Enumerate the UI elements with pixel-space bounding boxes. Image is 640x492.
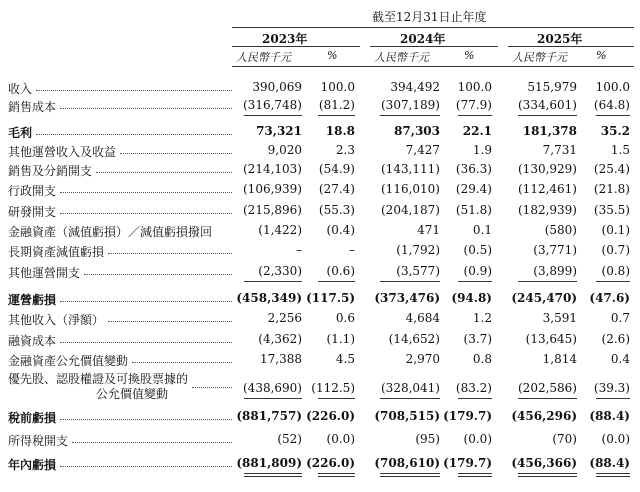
year-rule-2025 [508, 46, 634, 47]
percent-cell: (112.5) [311, 381, 355, 395]
amount-cell: (130,929) [518, 162, 577, 176]
amount-cell: 394,492 [390, 80, 440, 94]
percent-cell: 1.2 [472, 311, 492, 325]
subtotal-rule [518, 281, 577, 282]
amount-cell: (1,792) [396, 243, 440, 257]
leader-dots [60, 301, 232, 302]
subtotal-rule [518, 115, 577, 116]
row-label: 金融資產公允價值變動 [8, 354, 129, 368]
year-header-2024: 2024年 [400, 32, 446, 46]
leader-dots [36, 134, 232, 135]
row-label: 其他運營收入及收益 [8, 145, 117, 159]
percent-cell: (0.6) [326, 264, 355, 278]
amount-cell: (143,111) [381, 162, 440, 176]
percent-cell: 0.4 [610, 352, 630, 366]
amount-cell: (316,748) [243, 98, 302, 112]
percent-cell: (0.5) [463, 243, 492, 257]
header-bottom-rule [232, 66, 634, 67]
amount-cell: (2,330) [258, 264, 302, 278]
amount-cell: (182,939) [518, 203, 577, 217]
amount-cell: (580) [544, 223, 577, 237]
amount-cell: (52) [277, 432, 302, 446]
leader-dots [72, 442, 232, 443]
percent-cell: (88.4) [589, 409, 630, 423]
subtotal-rule [318, 473, 355, 474]
subtotal-rule [596, 398, 630, 399]
unit-amount-2023: 人民幣千元 [236, 51, 291, 64]
percent-cell: (21.8) [593, 182, 630, 196]
row-label [8, 372, 188, 402]
leader-dots [120, 153, 232, 154]
row-label-line1: 優先股、認股權證及可換股票據的 [8, 372, 189, 386]
table-row [0, 288, 640, 308]
percent-cell: 18.8 [325, 124, 355, 138]
amount-cell: (458,349) [236, 291, 302, 305]
amount-cell: (202,586) [518, 381, 577, 395]
subtotal-rule [596, 476, 630, 477]
amount-cell: (373,476) [374, 291, 440, 305]
row-label: 所得稅開支 [8, 434, 69, 448]
subtotal-rule [380, 476, 440, 477]
subtotal-rule [458, 473, 492, 474]
amount-cell: 390,069 [252, 80, 302, 94]
row-label: 收入 [8, 82, 33, 96]
percent-cell: (2.6) [601, 332, 630, 346]
year-rule-2023 [232, 46, 360, 47]
subtotal-rule [244, 398, 302, 399]
amount-cell: 7,731 [542, 143, 577, 157]
amount-cell: (116,010) [381, 182, 440, 196]
table-row [0, 121, 640, 141]
leader-dots [60, 213, 232, 214]
row-label: 金融資產（減值虧損）／減值虧損撥回 [8, 225, 213, 239]
row-label: 銷售及分銷開支 [8, 164, 93, 178]
amount-cell: (245,470) [511, 291, 577, 305]
subtotal-rule [596, 473, 630, 474]
amount-cell: (708,610) [374, 456, 440, 470]
table-row [0, 429, 640, 449]
percent-cell: (117.5) [306, 291, 355, 305]
table-row [0, 220, 640, 240]
amount-cell: 73,321 [256, 124, 302, 138]
table-row [0, 140, 640, 160]
leader-dots [60, 192, 232, 193]
amount-cell: (438,690) [243, 381, 302, 395]
percent-cell: (36.3) [455, 162, 492, 176]
table-row [0, 372, 640, 401]
percent-cell: (77.9) [455, 98, 492, 112]
leader-dots [60, 342, 232, 343]
amount-cell: 2,970 [405, 352, 440, 366]
unit-pct-2024: % [464, 49, 475, 62]
subtotal-rule [518, 398, 577, 399]
amount-cell: (4,362) [258, 332, 302, 346]
subtotal-rule [244, 473, 302, 474]
table-row [0, 453, 640, 473]
leader-dots [60, 419, 232, 420]
row-label: 稅前虧損 [8, 411, 57, 425]
subtotal-rule [380, 115, 440, 116]
percent-cell: (83.2) [455, 381, 492, 395]
amount-cell: 2,256 [267, 311, 302, 325]
percent-cell: 0.7 [610, 311, 630, 325]
amount-cell: – [296, 243, 302, 257]
subtotal-rule [518, 473, 577, 474]
percent-cell: (64.8) [593, 98, 630, 112]
percent-cell: (0.8) [601, 264, 630, 278]
percent-cell: (0.0) [463, 432, 492, 446]
leader-dots [60, 466, 232, 467]
amount-cell: 9,020 [267, 143, 302, 157]
amount-cell: (3,899) [533, 264, 577, 278]
row-label: 其他運營開支 [8, 266, 81, 280]
subtotal-rule [518, 476, 577, 477]
amount-cell: 87,303 [394, 124, 440, 138]
amount-cell: (1,422) [258, 223, 302, 237]
percent-cell: (3.7) [463, 332, 492, 346]
percent-cell: (94.8) [451, 291, 492, 305]
amount-cell: (215,896) [243, 203, 302, 217]
subtotal-rule [458, 115, 492, 116]
table-row [0, 349, 640, 369]
amount-cell: (13,645) [525, 332, 577, 346]
amount-cell: 181,378 [522, 124, 577, 138]
unit-pct-2023: % [327, 49, 338, 62]
percent-cell: (226.0) [306, 409, 355, 423]
percent-cell: 100.0 [595, 80, 630, 94]
amount-cell: 4,684 [405, 311, 440, 325]
percent-cell: 0.8 [472, 352, 492, 366]
amount-cell: (112,461) [518, 182, 577, 196]
table-row [0, 240, 640, 260]
percent-cell: 2.3 [335, 143, 355, 157]
row-label: 融資成本 [8, 334, 57, 348]
row-label: 銷售成本 [8, 100, 57, 114]
unit-pct-2025: % [596, 49, 607, 62]
amount-cell: (881,757) [236, 409, 302, 423]
amount-cell: (881,809) [236, 456, 302, 470]
subtotal-rule [318, 476, 355, 477]
percent-cell: 100.0 [320, 80, 355, 94]
subtotal-rule [380, 398, 440, 399]
subtotal-rule [318, 281, 355, 282]
amount-cell: (204,187) [381, 203, 440, 217]
amount-cell: (95) [415, 432, 440, 446]
percent-cell: (81.2) [318, 98, 355, 112]
amount-cell: (334,601) [518, 98, 577, 112]
percent-cell: (0.4) [326, 223, 355, 237]
percent-cell: (55.3) [318, 203, 355, 217]
row-label: 研發開支 [8, 205, 57, 219]
percent-cell: (0.0) [326, 432, 355, 446]
subtotal-rule [244, 281, 302, 282]
percent-cell: (88.4) [589, 456, 630, 470]
unit-amount-2025: 人民幣千元 [512, 51, 567, 64]
amount-cell: (214,103) [243, 162, 302, 176]
percent-cell: 35.2 [600, 124, 630, 138]
leader-dots [132, 362, 232, 363]
percent-cell: (0.1) [601, 223, 630, 237]
subtotal-rule [244, 476, 302, 477]
percent-cell: (226.0) [306, 456, 355, 470]
period-header-rule [232, 27, 634, 28]
amount-cell: 515,979 [527, 80, 577, 94]
subtotal-rule [318, 398, 355, 399]
year-rule-2024 [370, 46, 498, 47]
period-header: 截至12月31日止年度 [372, 10, 487, 24]
amount-cell: (3,577) [396, 264, 440, 278]
amount-cell: (456,296) [511, 409, 577, 423]
amount-cell: 471 [417, 223, 440, 237]
table-row [0, 159, 640, 179]
subtotal-rule [380, 281, 440, 282]
amount-cell: (328,041) [381, 381, 440, 395]
percent-cell: 1.9 [472, 143, 492, 157]
percent-cell: (29.4) [455, 182, 492, 196]
subtotal-rule [380, 473, 440, 474]
leader-dots [60, 108, 232, 109]
amount-cell: (14,652) [388, 332, 440, 346]
subtotal-rule [458, 476, 492, 477]
year-header-2023: 2023年 [262, 32, 308, 46]
amount-cell: (3,771) [533, 243, 577, 257]
percent-cell: 0.6 [335, 311, 355, 325]
table-row [0, 406, 640, 426]
percent-cell: (179.7) [443, 456, 492, 470]
leader-dots [108, 321, 232, 322]
percent-cell: (0.9) [463, 264, 492, 278]
percent-cell: 0.1 [472, 223, 492, 237]
amount-cell: (70) [552, 432, 577, 446]
subtotal-rule [596, 115, 630, 116]
table-row [0, 200, 640, 220]
percent-cell: (25.4) [593, 162, 630, 176]
percent-cell: 1.5 [610, 143, 630, 157]
amount-cell: (106,939) [243, 182, 302, 196]
row-label: 長期資產減值虧損 [8, 245, 105, 259]
percent-cell: 22.1 [462, 124, 492, 138]
unit-amount-2024: 人民幣千元 [374, 51, 429, 64]
table-row [0, 329, 640, 349]
row-label: 行政開支 [8, 184, 57, 198]
amount-cell: (307,189) [381, 98, 440, 112]
amount-cell: 1,814 [542, 352, 577, 366]
percent-cell: 100.0 [457, 80, 492, 94]
amount-cell: 17,388 [260, 352, 302, 366]
subtotal-rule [458, 398, 492, 399]
percent-cell: (0.0) [601, 432, 630, 446]
row-label: 年內虧損 [8, 458, 57, 472]
leader-dots [36, 90, 232, 91]
row-label: 其他收入（淨額） [8, 313, 105, 327]
subtotal-rule [318, 115, 355, 116]
percent-cell: (27.4) [318, 182, 355, 196]
year-header-2025: 2025年 [537, 32, 583, 46]
percent-cell: (0.7) [601, 243, 630, 257]
row-label: 運營虧損 [8, 293, 57, 307]
leader-dots [108, 253, 232, 254]
subtotal-rule [458, 281, 492, 282]
amount-cell: 7,427 [405, 143, 440, 157]
percent-cell: (51.8) [455, 203, 492, 217]
row-label-line2: 公允價值變動 [96, 387, 169, 401]
percent-cell: (1.1) [326, 332, 355, 346]
leader-dots [96, 172, 232, 173]
row-label: 毛利 [8, 126, 33, 140]
subtotal-rule [244, 115, 302, 116]
table-row [0, 308, 640, 328]
percent-cell: (39.3) [593, 381, 630, 395]
percent-cell: (179.7) [443, 409, 492, 423]
amount-cell: (708,515) [374, 409, 440, 423]
percent-cell: 4.5 [335, 352, 355, 366]
table-row [0, 77, 640, 97]
table-row [0, 179, 640, 199]
table-row [0, 261, 640, 281]
table-row [0, 95, 640, 115]
leader-dots [84, 274, 232, 275]
leader-dots [192, 387, 232, 388]
percent-cell: (47.6) [589, 291, 630, 305]
percent-cell: (35.5) [593, 203, 630, 217]
subtotal-rule [596, 281, 630, 282]
amount-cell: 3,591 [542, 311, 577, 325]
percent-cell: – [349, 243, 355, 257]
percent-cell: (54.9) [318, 162, 355, 176]
amount-cell: (456,366) [511, 456, 577, 470]
